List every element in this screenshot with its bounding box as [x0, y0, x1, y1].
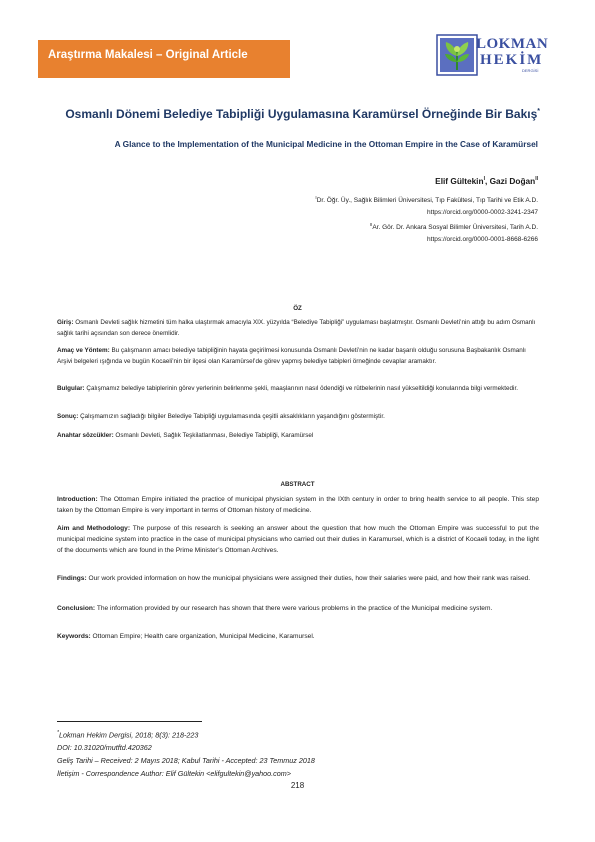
orcid-link[interactable]: https://orcid.org/0000-0001-8668-6266 [427, 236, 538, 243]
footnote-divider [57, 721, 202, 722]
abstract-keywords: Keywords: Ottoman Empire; Health care organization, Municipal Medicine, Karamursel. [57, 633, 315, 640]
logo-text-hekim: HEKİM [480, 52, 544, 68]
abstract-paragraph: Introduction: The Ottoman Empire initiated the practice of municipal physician system in the IXth century in order to bring health service to all people. This step taken by the Ottoman Empire is very important in terms of Ottoman history of medicine. [57, 496, 539, 514]
logo-text-dergisi: DERGİSİ [522, 68, 539, 73]
article-title-en: A Glance to the Implementation of the Municipal Medicine in the Ottoman Empire in the Case of Karamürsel [114, 139, 538, 149]
footnote-correspondence: İletişim - Correspondence Author: Elif Gültekin <elifgultekin@yahoo.com> [57, 769, 291, 778]
oz-paragraph: Amaç ve Yöntem: Bu çalışmanın amacı belediye tabipliğinin hayata geçirilmesi konusunda Osmanlı Devleti’nin ne kadar başarılı olduğu sorusuna Başbakanlık Osmanlı Arşivi belgeleri ışığında ve bugün Kocaeli’nin bir ilçesi olan Karamürsel’de görev yapmış belediye tabipleri örneğinde cevaplar aramaktır. [57, 347, 526, 365]
footnote-journal: *Lokman Hekim Dergisi, 2018; 8(3): 218-223 [57, 730, 199, 740]
oz-heading: ÖZ [293, 305, 302, 312]
logo-text-lokman: LOKMAN [476, 36, 549, 52]
abstract-paragraph: Conclusion: The information provided by our research has shown that there were various problems in the practice of the Municipal medicine system. [57, 605, 493, 612]
footnote-doi: DOI: 10.31020/mutftd.420362 [57, 743, 152, 752]
abstract-paragraph: Aim and Methodology: The purpose of this research is seeking an answer about the question that how much the Ottoman Empire was successful to put the municipal medicine system into practice in the case of municipal physicians who carried out their duties in Karamursel, which is a district of Kocaeli today, in the light of the documents which are found in the Prime Minister’s Ottoman Archives. [57, 525, 539, 554]
oz-paragraph: Sonuç: Çalışmamızın sağladığı bilgiler Belediye Tabipliği uygulamasında çeşitli aksaklıkların yaşandığını göstermiştir. [57, 413, 385, 420]
oz-paragraph: Giriş: Osmanlı Devleti sağlık hizmetini tüm halka ulaştırmak amacıyla XIX. yüzyılda “Belediye Tabipliği” uygulaması başlatmıştır. Osmanlı Devleti’nin attığı bu adım Osmanlı sağlık tarihi açısından son derece önemlidir. [57, 319, 536, 337]
orcid-link[interactable]: https://orcid.org/0000-0002-3241-2347 [427, 209, 538, 216]
plant-logo-icon [436, 34, 478, 76]
section-label: Araştırma Makalesi – Original Article [48, 49, 248, 61]
article-title-tr: Osmanlı Dönemi Belediye Tabipliği Uygulamasına Karamürsel Örneğinde Bir Bakış* [65, 107, 540, 121]
oz-keywords: Anahtar sözcükler: Osmanlı Devleti, Sağlık Teşkilatlanması, Belediye Tabipliği, Karamürsel [57, 432, 314, 439]
affiliation: $^I$Dr. Öğr. Üy., Sağlık Bilimleri Üniversitesi, Tıp Fakültesi, Tıp Tarihi ve Etik A.D. [315, 195, 538, 205]
author-line: Elif Gültekin$^I$, Gazi Doğan$^{II}$ [435, 176, 538, 186]
journal-logo [436, 34, 549, 76]
abstract-heading: ABSTRACT [280, 481, 315, 488]
page-number: 218 [290, 781, 305, 790]
author-name: Elif Gültekin [435, 176, 484, 186]
oz-paragraph: Bulgular: Çalışmamız belediye tabiplerinin görev yerlerinin belirlenme şekli, maaşlarının nasıl ödendiği ve rütbelerinin nasıl yükseltildiği konularında bilgi vermektedir. [57, 385, 518, 392]
author-name: Gazi Doğan [489, 176, 536, 186]
abstract-paragraph: Findings: Our work provided information on how the municipal physicians were assigned their duties, how their salaries were paid, and how their rank was raised. [57, 575, 531, 582]
footnote-dates: Geliş Tarihi – Received: 2 Mayıs 2018; Kabul Tarihi - Accepted: 23 Temmuz 2018 [57, 756, 315, 765]
affiliation: $^{II}$Ar. Gör. Dr. Ankara Sosyal Bilimler Üniversitesi, Tarih A.D. [369, 222, 538, 232]
